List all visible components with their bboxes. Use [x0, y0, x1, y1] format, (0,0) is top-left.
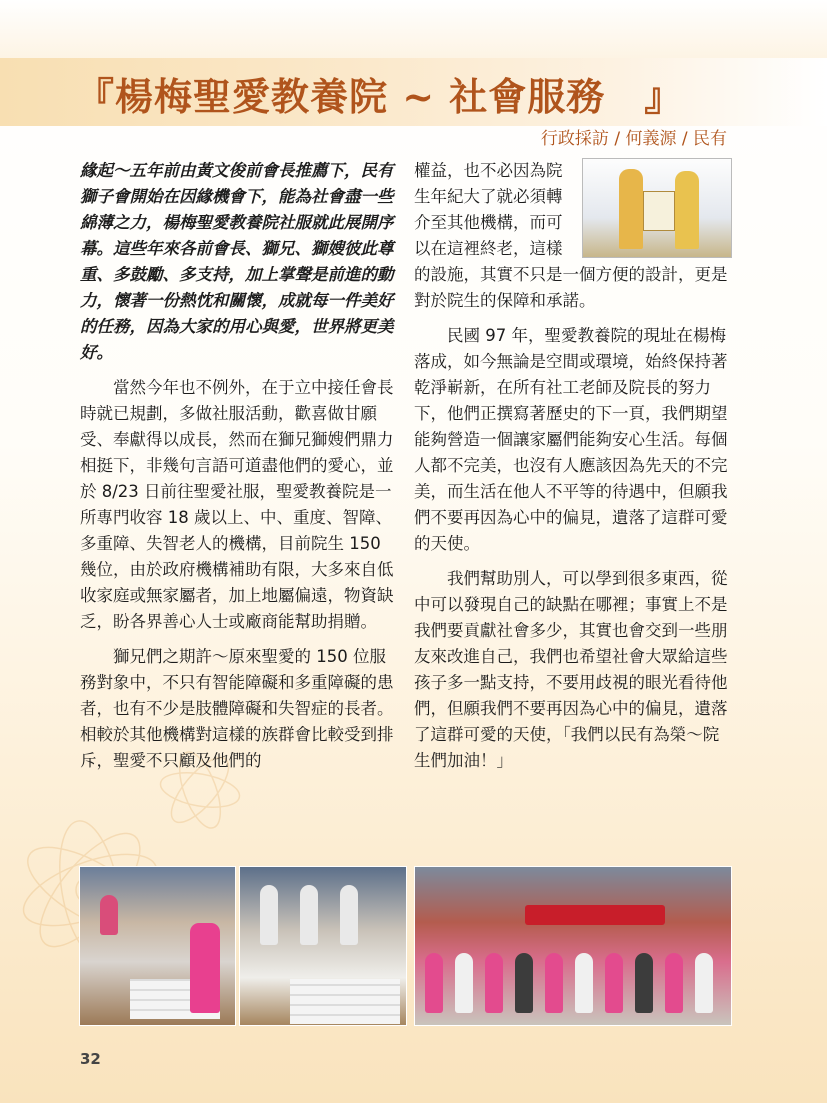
award-photo: [582, 158, 732, 258]
rice-sacks: [290, 979, 400, 1024]
intro-paragraph: 緣起～五年前由黃文俊前會長推薦下，民有獅子會開始在因緣機會下，能為社會盡一些綿薄之力，楊梅聖愛教養院社服就此展開序幕。這些年來各前會長、獅兄、獅嫂彼此尊重、多鼓勵、多支持，加上掌聲是前進的動力，懷著一份熱忱和關懷，成就每一件美好的任務，因為大家的用心與愛，世界將更美好。: [80, 161, 394, 362]
article-title: 『楊梅聖愛教養院 ~ 社會服務 』: [76, 74, 684, 119]
person-figure: [635, 953, 653, 1013]
person-figure: [619, 169, 643, 249]
person-figure: [545, 953, 563, 1013]
text-column-left: [80, 158, 398, 774]
certificate: [643, 191, 675, 231]
person-figure: [340, 885, 358, 945]
person-figure: [100, 895, 118, 935]
activity-photo-2: [239, 866, 407, 1026]
group-photo: [414, 866, 732, 1026]
article-byline: 行政採訪 / 何義源 / 民有: [540, 129, 727, 149]
person-figure: [675, 171, 699, 249]
body-paragraph-3: 權益，也不必因為院生年紀大了就必須轉介至其他機構，而可以在這裡終老，這樣的設施，其實不只是一個方便的設計，更是對於院生的保障和承諾。: [414, 161, 728, 310]
body-paragraph-2: 獅兄們之期許～原來聖愛的 150 位服務對象中，不只有智能障礙和多重障礙的患者，也有不少是肢體障礙和失智症的長者。相較於其他機構對這樣的族群會比較受到排斥，聖愛不只顧及他們的: [80, 647, 394, 770]
body-paragraph-1: 當然今年也不例外，在于立中接任會長時就已規劃，多做社服活動，歡喜做甘願受、奉獻得以成長，然而在獅兄獅嫂們鼎力相挺下，非幾句言語可道盡他們的愛心，並於 8/23 日前往聖愛社服，聖愛教養院是一所專門收容 18 歲以上、中、重度、智障、多重障、失智老人的機構，目前院生 150 幾位，由於政府機構補助有限，大多來自低收家庭或無家屬者，加上地屬偏遠，物資缺乏，盼各界善心人士或廠商能幫助捐贈。: [80, 378, 394, 631]
person-figure: [485, 953, 503, 1013]
person-figure: [260, 885, 278, 945]
person-figure: [695, 953, 713, 1013]
text-column-right: [414, 158, 732, 774]
page-number: 32: [80, 1050, 101, 1068]
person-figure: [515, 953, 533, 1013]
activity-photo-1: [79, 866, 236, 1026]
person-figure: [455, 953, 473, 1013]
person-figure: [575, 953, 593, 1013]
person-figure: [190, 923, 220, 1013]
person-figure: [665, 953, 683, 1013]
lions-club-banner: [525, 905, 665, 925]
person-figure: [300, 885, 318, 945]
person-figure: [425, 953, 443, 1013]
person-figure: [605, 953, 623, 1013]
page-top-band: [0, 0, 827, 58]
body-paragraph-5: 我們幫助別人，可以學到很多東西，從中可以發現自己的缺點在哪裡；事實上不是我們要貢獻社會多少，其實也會交到一些朋友來改進自己，我們也希望社會大眾給這些孩子多一點支持，不要用歧視的眼光看待他們，但願我們不要再因為心中的偏見，遺落了這群可愛的天使，「我們以民有為榮～院生們加油！」: [414, 569, 728, 770]
body-paragraph-4: 民國 97 年，聖愛教養院的現址在楊梅落成，如今無論是空間或環境，始終保持著乾淨嶄新，在所有社工老師及院長的努力下，他們正撰寫著歷史的下一頁，我們期望能夠營造一個讓家屬們能夠安心生活。每個人都不完美，也沒有人應該因為先天的不完美，而生活在他人不平等的待遇中，但願我們不要再因為心中的偏見，遺落了這群可愛的天使。: [414, 326, 728, 553]
